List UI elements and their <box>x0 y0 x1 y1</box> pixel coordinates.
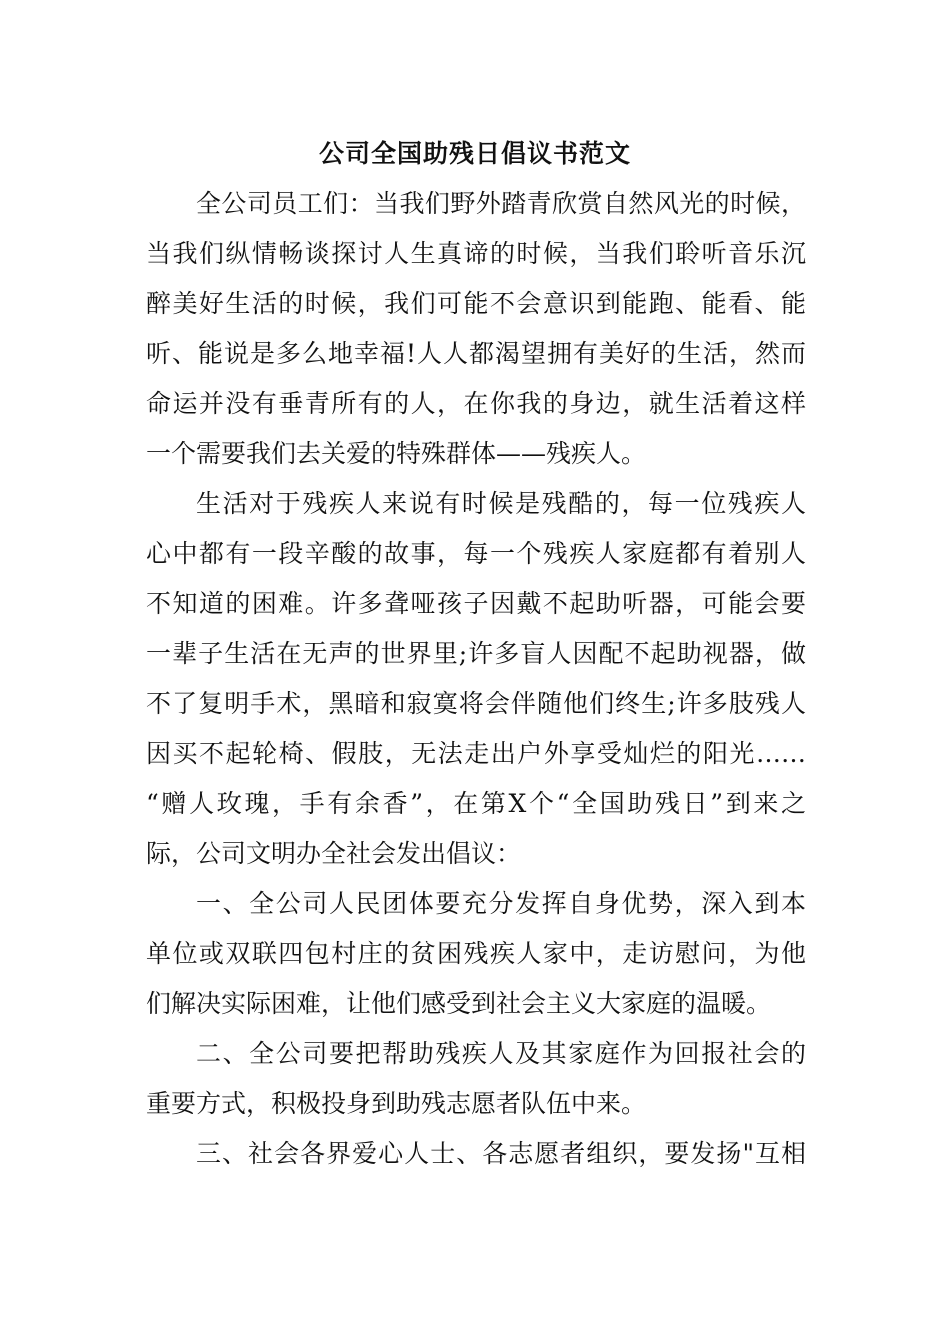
body-line: 生活对于残疾人来说有时候是残酷的，每一位残疾人 <box>196 489 806 518</box>
body-line: 因买不起轮椅、假肢，无法走出户外享受灿烂的阳光…… <box>146 739 806 768</box>
body-line: 心中都有一段辛酸的故事，每一个残疾人家庭都有着别人 <box>146 539 806 568</box>
body-line: 全公司员工们：当我们野外踏青欣赏自然风光的时候， <box>196 189 806 218</box>
body-line: 不了复明手术，黑暗和寂寞将会伴随他们终生;许多肢残人 <box>146 689 806 718</box>
body-line: 二、全公司要把帮助残疾人及其家庭作为回报社会的 <box>196 1039 806 1068</box>
document-title: 公司全国助残日倡议书范文 <box>318 139 631 168</box>
body-line: 听、能说是多么地幸福!人人都渴望拥有美好的生活，然而 <box>146 339 806 368</box>
body-line: 不知道的困难。许多聋哑孩子因戴不起助听器，可能会要 <box>146 589 806 618</box>
body-line: 际，公司文明办全社会发出倡议： <box>146 839 522 868</box>
body-line: 们解决实际困难，让他们感受到社会主义大家庭的温暖。 <box>146 989 772 1018</box>
body-line: 一个需要我们去关爱的特殊群体——残疾人。 <box>146 439 647 468</box>
body-line: 醉美好生活的时候，我们可能不会意识到能跑、能看、能 <box>146 289 806 318</box>
body-line: 重要方式，积极投身到助残志愿者队伍中来。 <box>146 1089 647 1118</box>
body-line: 一、全公司人民团体要充分发挥自身优势，深入到本 <box>196 889 806 918</box>
body-line: “赠人玫瑰，手有余香”，在第X个“全国助残日”到来之 <box>146 789 806 818</box>
body-line: 一辈子生活在无声的世界里;许多盲人因配不起助视器，做 <box>146 639 806 668</box>
body-line: 三、社会各界爱心人士、各志愿者组织，要发扬"互相 <box>196 1139 806 1168</box>
body-line: 当我们纵情畅谈探讨人生真谛的时候，当我们聆听音乐沉 <box>146 239 806 268</box>
body-line: 单位或双联四包村庄的贫困残疾人家中，走访慰问，为他 <box>146 939 806 968</box>
body-line: 命运并没有垂青所有的人，在你我的身边，就生活着这样 <box>146 389 806 418</box>
